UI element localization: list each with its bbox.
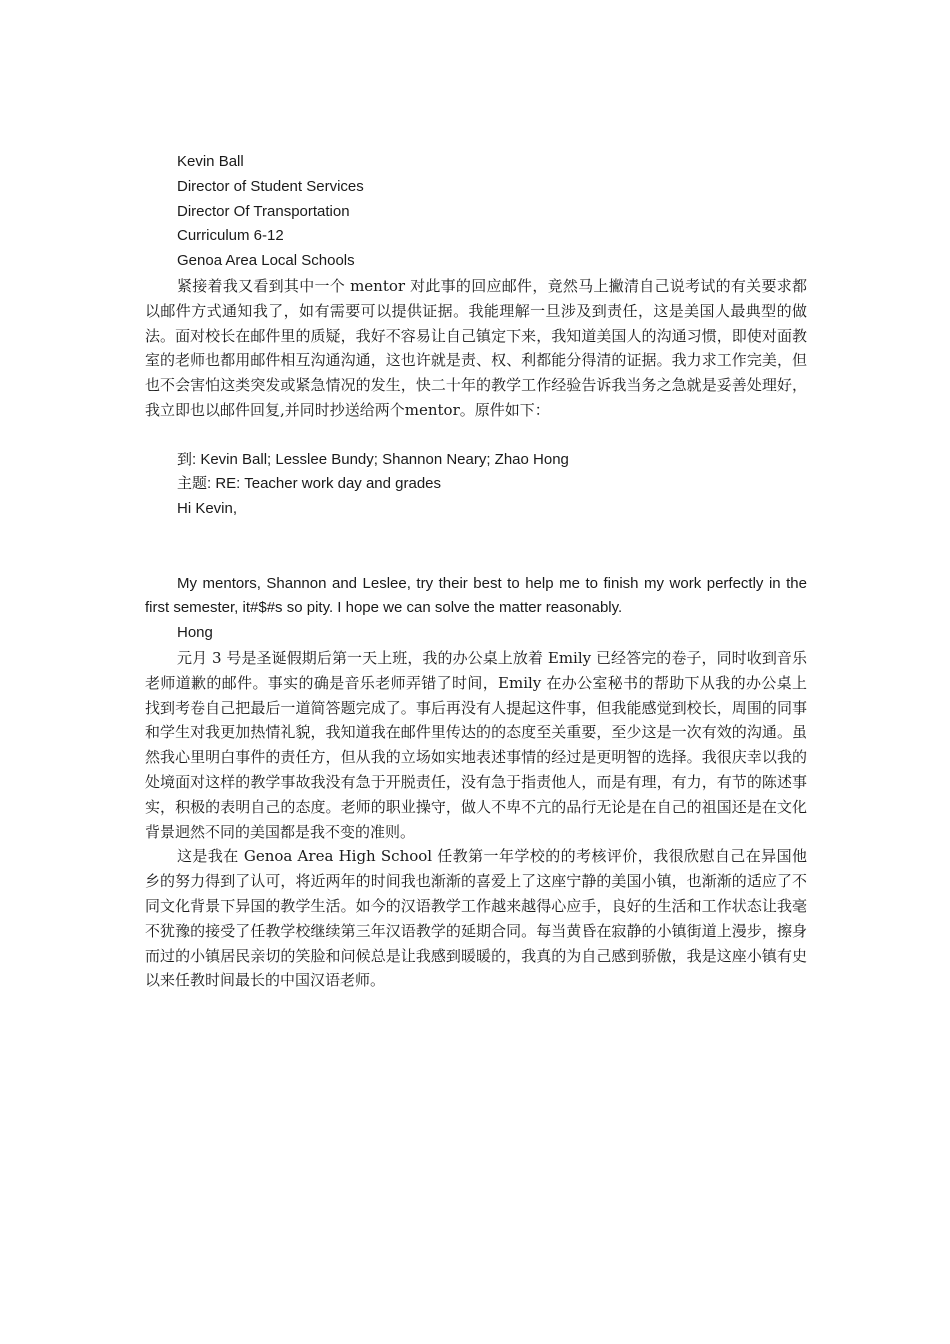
signature-title-student-services: Director of Student Services <box>177 177 364 195</box>
blank-line <box>145 423 807 448</box>
paragraph-january-third: 元月 3 号是圣诞假期后第一天上班，我的办公桌上放着 Emily 已经答完的卷子，同时收到音乐老师道歉的邮件。事实的确是音乐老师弄错了时间，Emily 在办公室秘书的帮助下从我的办公桌上找到考卷自己把最后一道简答题完成了。事后再没有人提起这件事，但我能感觉到校长，周围的同事和学生对我更加热情礼貌，我知道我在邮件里传达的的态度至关重要，至少这是一次有效的沟通。虽然我心里明白事件的责任方，但从我的立场如实地表述事情的经过是更明智的选择。我很庆幸以我的处境面对这样的教学事故我没有急于开脱责任，没有急于指责他人，而是有理，有力，有节的陈述事实，积极的表明自己的态度。老师的职业操守，做人不卑不亢的品行无论是在自己的祖国还是在文化背景迥然不同的美国都是我不变的准则。 <box>145 648 807 841</box>
document-page <box>145 150 807 993</box>
signature-name: Kevin Ball <box>177 153 244 170</box>
email-body: My mentors, Shannon and Leslee, try their best to help me to finish my work perfectly in the first semester, it#$#s so pity. I hope we can solve the matter reasonably. <box>145 574 807 617</box>
email-to-line: 到: Kevin Ball; Lesslee Bundy; Shannon Neary; Zhao Hong <box>177 450 569 468</box>
paragraph-mentor-response: 紧接着我又看到其中一个 mentor 对此事的回应邮件，竟然马上撇清自己说考试的有关要求都以邮件方式通知我了，如有需要可以提供证据。我能理解一旦涉及到责任，这是美国人最典型的做法。面对校长在邮件里的质疑，我好不容易让自己镇定下来，我知道美国人的沟通习惯，即使对面教室的老师也都用邮件相互沟通沟通，这也许就是责、权、利都能分得清的证据。我力求工作完美，但也不会害怕这类突发或紧急情况的发生，快二十年的教学工作经验告诉我当务之急就是妥善处理好，我立即也以邮件回复,并同时抄送给两个mentor。原件如下： <box>145 276 807 419</box>
paragraph-school-evaluation: 这是我在 Genoa Area High School 任教第一年学校的的考核评价，我很欣慰自己在异国他乡的努力得到了认可，将近两年的时间我也渐渐的喜爱上了这座宁静的美国小镇，也渐渐的适应了不同文化背景下异国的教学生活。如今的汉语教学工作越来越得心应手，良好的生活和工作状态让我毫不犹豫的接受了任教学校继续第三年汉语教学的延期合同。每当黄昏在寂静的小镇街道上漫步，擦身而过的小镇居民亲切的笑脸和问候总是让我感到暖暖的，我真的为自己感到骄傲，我是这座小镇有史以来任教时间最长的中国汉语老师。 <box>145 847 807 990</box>
signature-organization: Genoa Area Local Schools <box>177 252 355 270</box>
blank-line <box>145 547 807 572</box>
signature-title-curriculum: Curriculum 6-12 <box>177 227 284 245</box>
blank-line <box>145 522 807 547</box>
email-signoff: Hong <box>177 624 213 642</box>
email-greeting: Hi Kevin, <box>177 500 238 518</box>
email-subject-line: 主题: RE: Teacher work day and grades <box>177 475 442 493</box>
signature-title-transportation: Director Of Transportation <box>177 202 350 220</box>
